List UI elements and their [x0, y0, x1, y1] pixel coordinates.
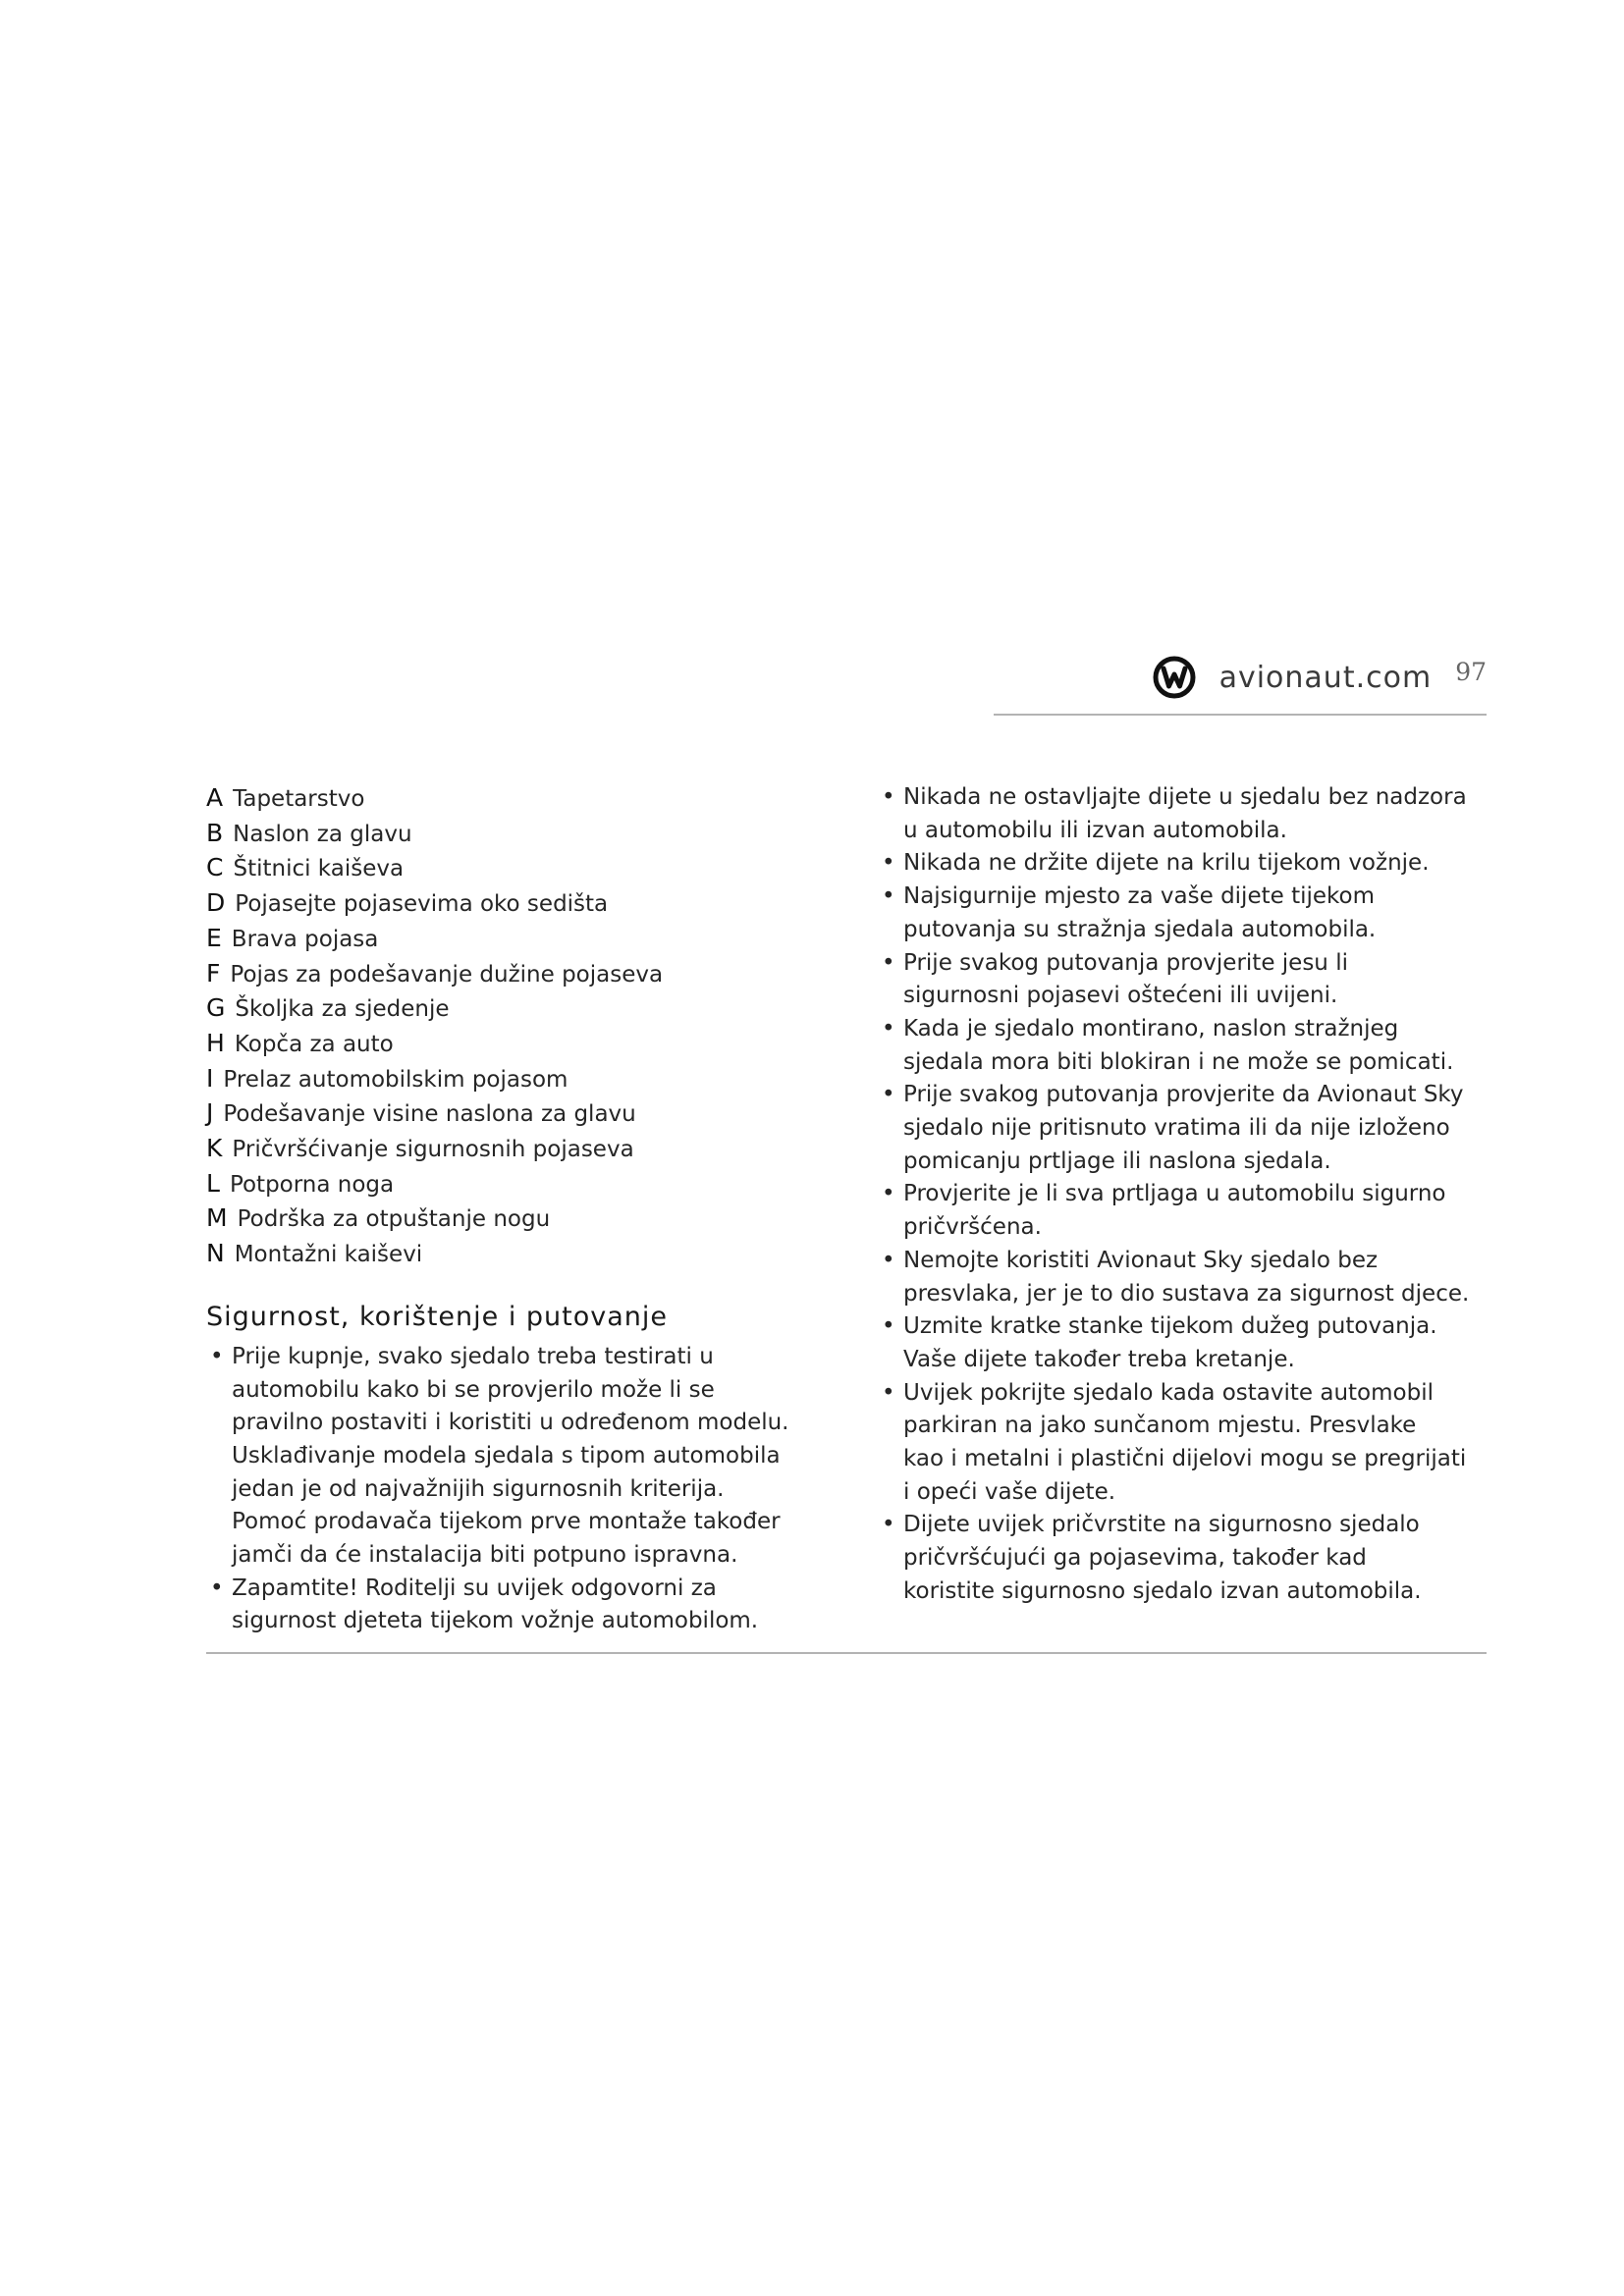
bullet-item: • Provjerite je li sva prtljaga u automobilu sigurno pričvršćena. — [878, 1178, 1496, 1244]
bullet-item: • Zapamtite! Roditelji su uvijek odgovorni za sigurnost djeteta tijekom vožnje automobilom. — [206, 1573, 835, 1638]
legend-item — [206, 851, 835, 886]
header-divider — [994, 714, 1487, 716]
legend-letter: D — [206, 888, 226, 918]
legend-label: Naslon za glavu — [233, 821, 412, 847]
legend-item — [206, 1167, 835, 1202]
legend-label: Podrška za otpuštanje nogu — [237, 1206, 551, 1233]
legend-item — [206, 781, 835, 817]
legend-letter: E — [206, 923, 222, 952]
page-header — [1153, 656, 1487, 699]
legend-item — [206, 817, 835, 852]
bullet-item: • Dijete uvijek pričvrstite na sigurnosno sjedalo pričvršćujući ga pojasevima, također kad koristite sigurnosno sjedalo izvan automobila. — [878, 1509, 1496, 1608]
legend-letter: C — [206, 853, 224, 882]
legend-letter: K — [206, 1134, 223, 1163]
legend-letter: F — [206, 958, 221, 988]
legend-label: Pričvršćivanje sigurnosnih pojaseva — [232, 1137, 634, 1163]
bullet-item: • Nemojte koristiti Avionaut Sky sjedalo bez presvlaka, jer je to dio sustava za sigurnost djece. — [878, 1245, 1496, 1310]
legend-label: Kopča za auto — [234, 1031, 394, 1057]
bullet-item: • Uvijek pokrijte sjedalo kada ostavite automobil parkiran na jako sunčanom mjestu. Presvlake kao i metalni i plastični dijelovi mogu se pregrijati i opeći vaše dijete. — [878, 1377, 1496, 1510]
legend-label: Pojasejte pojasevima oko sedišta — [235, 891, 609, 918]
legend-letter: G — [206, 993, 226, 1023]
bullet-item: • Nikada ne ostavljajte dijete u sjedalu bez nadzora u automobilu ili izvan automobila. — [878, 781, 1496, 847]
bullet-item: • Uzmite kratke stanke tijekom dužeg putovanja. Vaše dijete također treba kretanje. — [878, 1310, 1496, 1376]
legend-label: Prelaz automobilskim pojasom — [223, 1066, 568, 1093]
page-number: 97 — [1455, 657, 1487, 686]
legend-item — [206, 1027, 835, 1062]
legend-item — [206, 922, 835, 957]
legend-item — [206, 991, 835, 1027]
bullet-item: • Nikada ne držite dijete na krilu tijekom vožnje. — [878, 847, 1496, 881]
legend-item — [206, 1062, 835, 1097]
legend-label: Montažni kaiševi — [234, 1242, 423, 1268]
bullet-item: • Prije kupnje, svako sjedalo treba testirati u automobilu kako bi se provjerilo može li se pravilno postaviti i koristiti u određenom modelu. Usklađivanje modela sjedala s tipom automobila jedan je od najvažnijih sigurnosnih kriterija. Pomoć prodavača tijekom prve montaže također jamči da će instalacija biti potpuno ispravna. — [206, 1341, 835, 1573]
legend-letter: N — [206, 1239, 225, 1268]
legend-label: Školjka za sjedenje — [235, 996, 450, 1023]
legend-item — [206, 1132, 835, 1167]
bullet-item: • Prije svakog putovanja provjerite jesu li sigurnosni pojasevi oštećeni ili uvijeni. — [878, 947, 1496, 1013]
brand-name: avionaut.com — [1218, 660, 1433, 695]
legend-letter: J — [206, 1098, 214, 1128]
legend-letter: A — [206, 783, 224, 812]
left-column — [206, 781, 835, 1638]
legend-label: Potporna noga — [229, 1171, 395, 1198]
section-title: Sigurnost, korištenje i putovanje — [206, 1301, 669, 1332]
legend-item — [206, 1237, 835, 1272]
legend-item — [206, 886, 835, 922]
legend-label: Štitnici kaiševa — [233, 856, 405, 882]
legend-letter: B — [206, 818, 224, 847]
legend-letter: H — [206, 1028, 225, 1057]
right-column — [878, 781, 1496, 1609]
bullet-item: • Kada je sjedalo montirano, naslon stražnjeg sjedala mora biti blokiran i ne može se pomicati. — [878, 1013, 1496, 1079]
legend-label: Brava pojasa — [231, 926, 379, 952]
legend-label: Podešavanje visine naslona za glavu — [223, 1101, 636, 1128]
legend-label: Pojas za podešavanje dužine pojaseva — [230, 961, 664, 988]
legend-item — [206, 1201, 835, 1237]
safety-list-right — [878, 781, 1496, 1609]
bullet-item: • Prije svakog putovanja provjerite da Avionaut Sky sjedalo nije pritisnuto vratima ili da nije izloženo pomicanju prtljage ili naslona sjedala. — [878, 1079, 1496, 1178]
avionaut-logo-icon — [1153, 656, 1196, 699]
bullet-item: • Najsigurnije mjesto za vaše dijete tijekom putovanja su stražnja sjedala automobila. — [878, 881, 1496, 946]
legend-letter: M — [206, 1203, 228, 1233]
legend-letter: L — [206, 1168, 220, 1198]
legend-label: Tapetarstvo — [233, 786, 365, 812]
parts-legend — [206, 781, 835, 1272]
legend-letter: I — [206, 1063, 214, 1093]
footer-divider — [206, 1652, 1487, 1654]
safety-list-left — [206, 1341, 835, 1638]
legend-item — [206, 957, 835, 992]
legend-item — [206, 1096, 835, 1132]
